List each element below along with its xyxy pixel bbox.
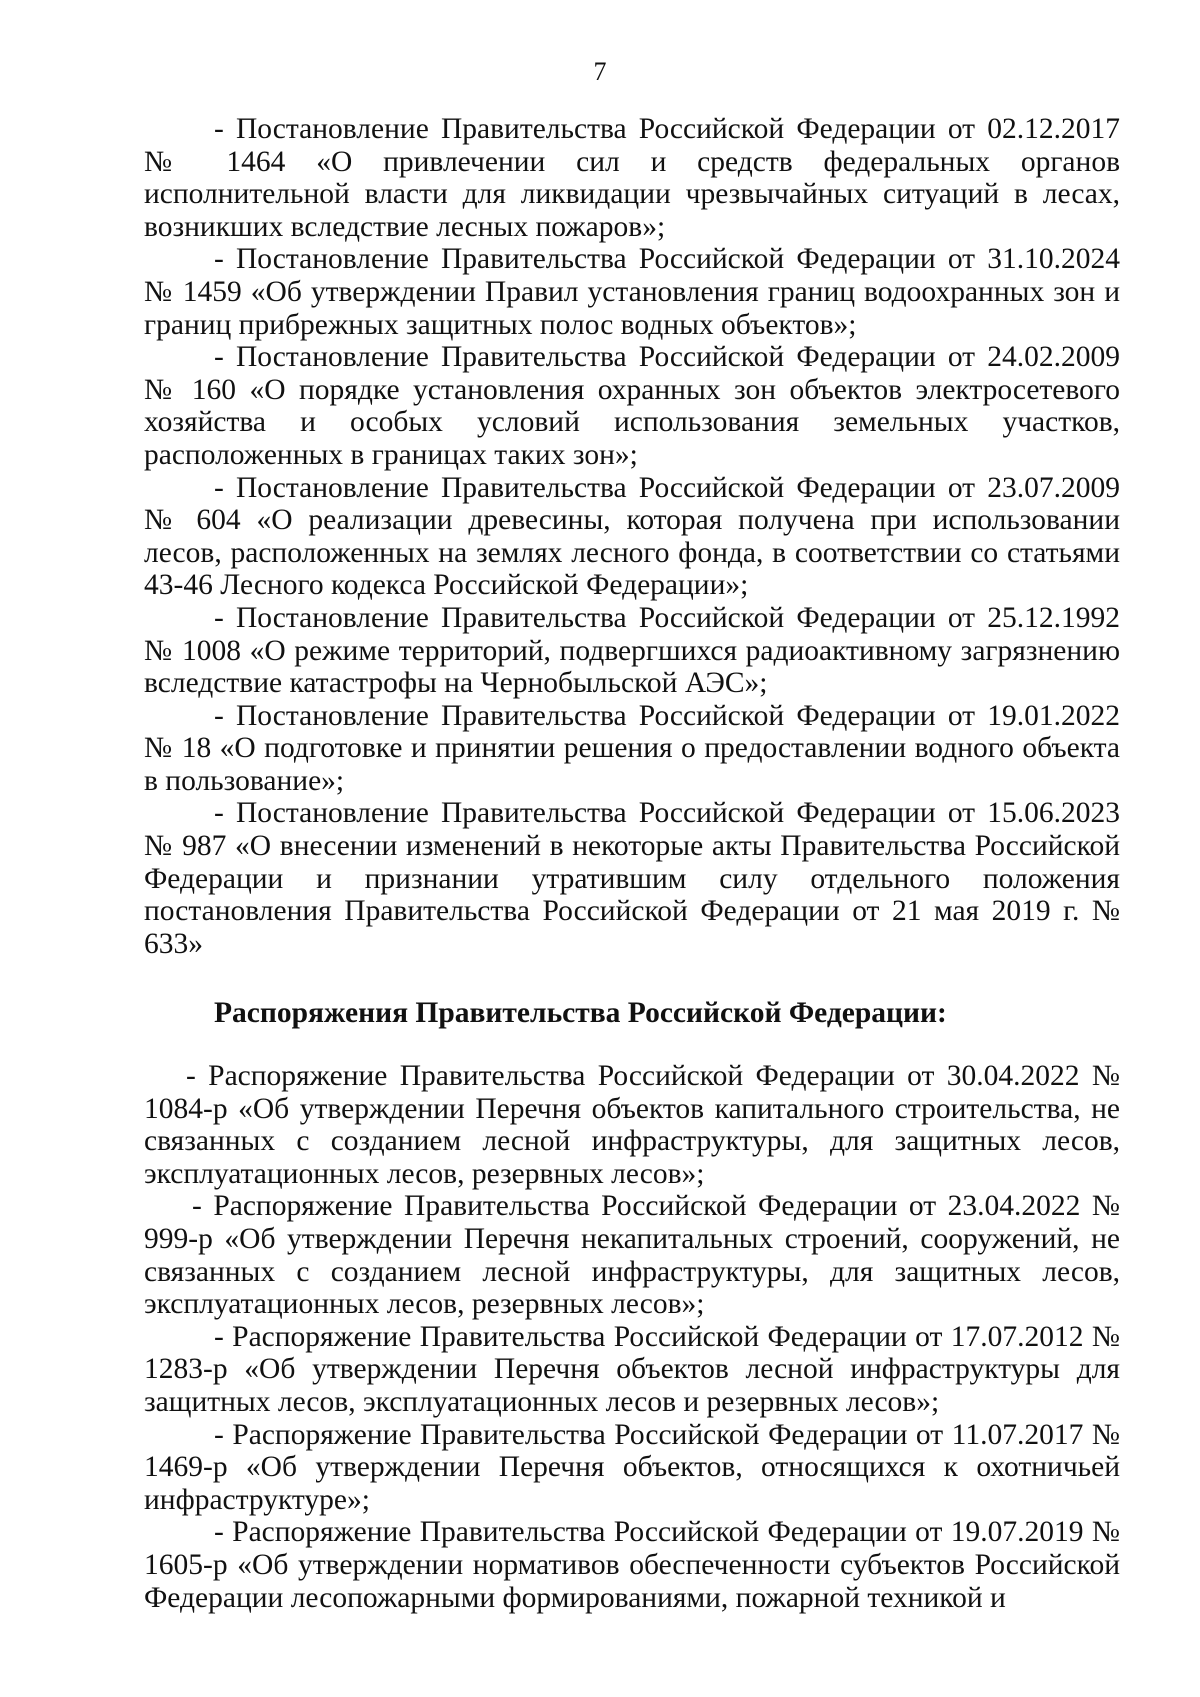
resolution-item: - Постановление Правительства Российской Федерации от 25.12.1992 № 1008 «О режиме территорий, подвергшихся радиоактивному загрязнению вследствие катастрофы на Чернобыльской АЭС»; [144,601,1120,700]
resolution-item: - Постановление Правительства Российской Федерации от 19.01.2022 № 18 «О подготовке и принятии решения о предоставлении водного объекта в пользование»; [144,699,1120,797]
resolution-item: - Постановление Правительства Российской Федерации от 15.06.2023 № 987 «О внесении изменений в некоторые акты Правительства Российской Федерации и признании утратившим силу отдельного положения постановления Правительства Российской Федерации от 21 мая 2019 г. № 633» [144,797,1120,960]
resolution-item: - Постановление Правительства Российской Федерации от 23.07.2009 № 604 «О реализации древесины, которая получена при использовании лесов, расположенных на землях лесного фонда, в соответствии со статьями 43-46 Лесного кодекса Российской Федерации»; [144,471,1120,602]
document-body [144,113,1120,1614]
order-item: - Распоряжение Правительства Российской Федерации от 30.04.2022 № 1084-р «Об утверждении Перечня объектов капитального строительства, не связанных с созданием лесной инфраструктуры, для защитных лесов, эксплуатационных лесов, резервных лесов»; [144,1060,1120,1190]
order-item: - Распоряжение Правительства Российской Федерации от 11.07.2017 № 1469-р «Об утверждении Перечня объектов, относящихся к охотничьей инфраструктуре»; [144,1418,1120,1516]
resolution-item: - Постановление Правительства Российской Федерации от 31.10.2024 № 1459 «Об утверждении Правил установления границ водоохранных зон и границ прибрежных защитных полос водных объектов»; [144,243,1120,341]
order-item: - Распоряжение Правительства Российской Федерации от 23.04.2022 № 999-р «Об утверждении Перечня некапитальных строений, сооружений, не связанных с созданием лесной инфраструктуры, для защитных лесов, эксплуатационных лесов, резервных лесов»; [144,1190,1120,1321]
order-item: - Распоряжение Правительства Российской Федерации от 17.07.2012 № 1283-р «Об утверждении Перечня объектов лесной инфраструктуры для защитных лесов, эксплуатационных лесов и резервных лесов»; [144,1320,1120,1418]
page-number: 7 [593,57,607,86]
order-item: - Распоряжение Правительства Российской Федерации от 19.07.2019 № 1605-р «Об утверждении нормативов обеспеченности субъектов Российской Федерации лесопожарными формированиями, пожарной техникой и [144,1516,1120,1614]
resolution-item: - Постановление Правительства Российской Федерации от 24.02.2009 № 160 «О порядке установления охранных зон объектов электросетевого хозяйства и особых условий использования земельных участков, расположенных в границах таких зон»; [144,341,1120,471]
resolution-item: - Постановление Правительства Российской Федерации от 02.12.2017 № 1464 «О привлечении сил и средств федеральных органов исполнительной власти для ликвидации чрезвычайных ситуаций в лесах, возникших вследствие лесных пожаров»; [144,113,1120,243]
section-title: Распоряжения Правительства Российской Федерации: [214,997,947,1030]
